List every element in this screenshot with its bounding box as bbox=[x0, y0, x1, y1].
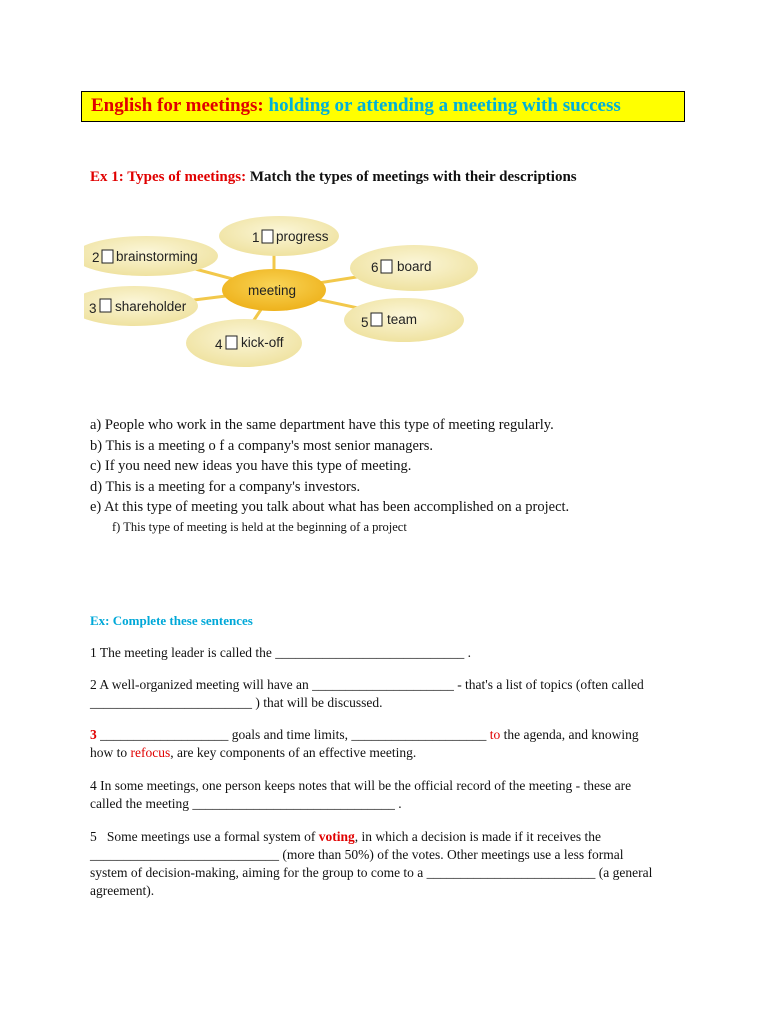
exercise-1-instruction: Match the types of meetings with their descriptions bbox=[249, 169, 577, 185]
sentence-3-line-2-a: how to bbox=[90, 745, 131, 760]
node-label-brainstorming: brainstorming bbox=[116, 249, 198, 264]
description-b: b) This is a meeting o f a company's most senior managers. bbox=[90, 437, 434, 454]
node-num-progress: 1 bbox=[252, 230, 260, 245]
sentence-3-line-2-b: , are key components of an effective meeting. bbox=[170, 745, 417, 760]
sentence-2 bbox=[90, 676, 690, 712]
node-label-team: team bbox=[387, 312, 418, 327]
title-banner bbox=[81, 91, 685, 122]
sentence-4-line-1: 4 In some meetings, one person keeps notes that will be the official record of the meeting - these are bbox=[90, 778, 632, 793]
sentence-5-line-2: ____________________________ (more than 50%) of the votes. Other meetings use a less formal bbox=[90, 847, 624, 862]
checkbox-brainstorming[interactable] bbox=[102, 250, 113, 263]
title-part-1: English for meetings: bbox=[91, 95, 264, 116]
sentence-5 bbox=[90, 828, 690, 900]
node-num-board: 6 bbox=[371, 260, 379, 275]
sentence-3 bbox=[90, 726, 690, 762]
exercise-1-heading bbox=[90, 169, 577, 186]
checkbox-kick-off[interactable] bbox=[226, 336, 237, 349]
checkbox-shareholder[interactable] bbox=[100, 299, 111, 312]
node-num-kick-off: 4 bbox=[215, 337, 223, 352]
center-label: meeting bbox=[248, 283, 297, 298]
checkbox-progress[interactable] bbox=[262, 230, 273, 243]
sentence-5-line-4: agreement). bbox=[90, 883, 155, 898]
sentence-5-part-a: 5 Some meetings use a formal system of bbox=[90, 829, 319, 844]
description-e: e) At this type of meeting you talk about what has been accomplished on a project. bbox=[90, 499, 570, 515]
description-a: a) People who work in the same department have this type of meeting regularly. bbox=[90, 417, 554, 433]
description-d: d) This is a meeting for a company's investors. bbox=[90, 478, 361, 495]
checkbox-board[interactable] bbox=[381, 260, 392, 273]
node-num-shareholder: 3 bbox=[89, 301, 97, 316]
checkbox-team[interactable] bbox=[371, 313, 382, 326]
sentence-3-to: to bbox=[489, 727, 501, 742]
meeting-types-diagram bbox=[84, 210, 484, 370]
sentence-5-line-3: system of decision-making, aiming for the group to come to a _________________________ (a general bbox=[90, 865, 653, 880]
description-c: c) If you need new ideas you have this type of meeting. bbox=[90, 458, 412, 474]
node-label-shareholder: shareholder bbox=[115, 299, 187, 314]
sentence-3-refocus: refocus bbox=[130, 745, 171, 760]
sentence-1: 1 The meeting leader is called the ____________________________ . bbox=[90, 645, 472, 660]
exercise-1-label: Ex 1: Types of meetings: bbox=[90, 169, 247, 185]
title-part-2: holding or attending a meeting with success bbox=[268, 95, 621, 116]
description-list bbox=[90, 415, 569, 536]
sentence-5-voting: voting bbox=[318, 829, 355, 844]
sentence-2-line-2: ________________________ ) that will be discussed. bbox=[90, 695, 383, 710]
node-label-board: board bbox=[397, 259, 432, 274]
node-label-progress: progress bbox=[276, 229, 329, 244]
sentence-5-part-b: , in which a decision is made if it receives the bbox=[354, 829, 602, 844]
sentence-4-line-2: called the meeting ______________________________ . bbox=[90, 796, 402, 811]
sentence-4 bbox=[90, 777, 690, 813]
sentence-3-part-a: ___________________ goals and time limits, ____________________ bbox=[96, 727, 490, 742]
node-num-team: 5 bbox=[361, 315, 369, 330]
sentence-3-number: 3 bbox=[90, 727, 97, 742]
sentence-2-line-1: 2 A well-organized meeting will have an _____________________ - that's a list of topics (often called bbox=[90, 677, 644, 692]
sentence-3-part-b: the agenda, and knowing bbox=[500, 727, 639, 742]
exercise-2-heading: Ex: Complete these sentences bbox=[90, 613, 253, 628]
description-f: f) This type of meeting is held at the beginning of a project bbox=[112, 519, 407, 534]
node-num-brainstorming: 2 bbox=[92, 250, 100, 265]
node-label-kick-off: kick-off bbox=[241, 335, 284, 350]
